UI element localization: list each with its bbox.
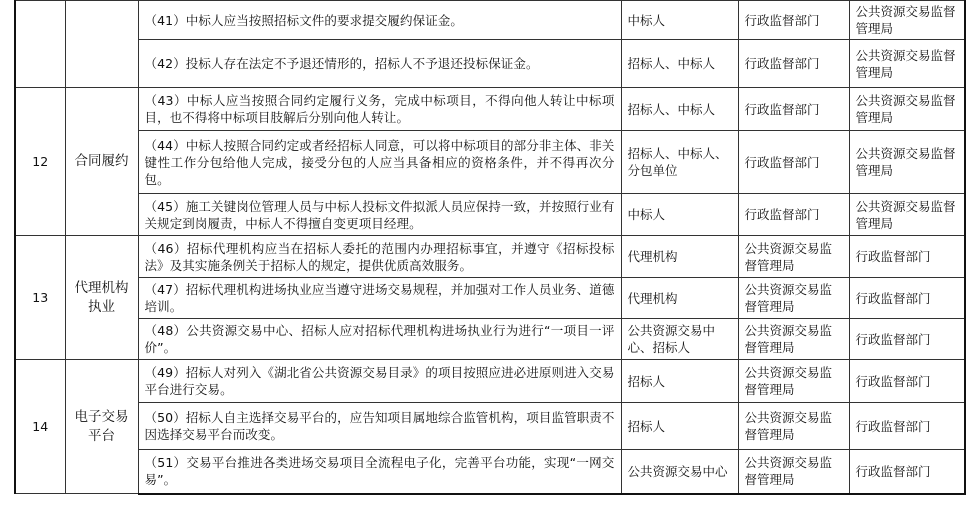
table-row (15, 319, 965, 360)
responsible-subject: 公共资源交易中心、招标人 (621, 319, 738, 360)
responsible-subject: 代理机构 (621, 278, 738, 319)
supervising-department: 行政监督部门 (738, 1, 849, 40)
requirement-text: （41）中标人应当按照招标文件的要求提交履约保证金。 (138, 1, 621, 40)
executing-department: 公共资源交易监督管理局 (849, 131, 965, 194)
table-row (15, 360, 965, 403)
requirement-text: （44）中标人按照合同约定或者经招标人同意，可以将中标项目的部分非主体、非关键性工作分包给他人完成，接受分包的人应当具备相应的资格条件，并不得再次分包。 (138, 131, 621, 194)
supervising-department: 公共资源交易监督管理局 (738, 450, 849, 494)
responsible-subject: 招标人 (621, 403, 738, 450)
requirement-text: （49）招标人对列入《湖北省公共资源交易目录》的项目按照应进必进原则进入交易平台进行交易。 (138, 360, 621, 403)
requirement-text: （47）招标代理机构进场执业应当遵守进场交易规程，并加强对工作人员业务、道德培训。 (138, 278, 621, 319)
table-row (15, 40, 965, 88)
table-row (15, 1, 965, 40)
supervising-department: 公共资源交易监督管理局 (738, 360, 849, 403)
group-number-cell: 12 (15, 88, 65, 236)
responsible-subject: 招标人、中标人、分包单位 (621, 131, 738, 194)
responsible-subject: 招标人、中标人 (621, 40, 738, 88)
requirement-text: （48）公共资源交易中心、招标人应对招标代理机构进场执业行为进行“一项目一评价”。 (138, 319, 621, 360)
responsible-subject: 招标人、中标人 (621, 88, 738, 131)
supervising-department: 公共资源交易监督管理局 (738, 319, 849, 360)
group-name-cell: 合同履约 (65, 88, 138, 236)
supervising-department: 行政监督部门 (738, 194, 849, 236)
requirement-text: （46）招标代理机构应当在招标人委托的范围内办理招标事宜，并遵守《招标投标法》及其实施条例关于招标人的规定，提供优质高效服务。 (138, 236, 621, 278)
supervising-department: 行政监督部门 (738, 131, 849, 194)
responsible-subject: 代理机构 (621, 236, 738, 278)
regulation-table (14, 0, 966, 495)
requirement-text: （50）招标人自主选择交易平台的，应告知项目属地综合监管机构，项目监管职责不因选择交易平台而改变。 (138, 403, 621, 450)
group-name-cell: 代理机构执业 (65, 236, 138, 360)
supervising-department: 公共资源交易监督管理局 (738, 278, 849, 319)
requirement-text: （45）施工关键岗位管理人员与中标人投标文件拟派人员应保持一致，并按照行业有关规定到岗履责，中标人不得擅自变更项目经理。 (138, 194, 621, 236)
requirement-text: （42）投标人存在法定不予退还情形的，招标人不予退还投标保证金。 (138, 40, 621, 88)
table-row (15, 450, 965, 494)
executing-department: 行政监督部门 (849, 403, 965, 450)
executing-department: 公共资源交易监督管理局 (849, 88, 965, 131)
group-number-cell (15, 1, 65, 88)
supervising-department: 公共资源交易监督管理局 (738, 236, 849, 278)
table-row (15, 403, 965, 450)
executing-department: 行政监督部门 (849, 360, 965, 403)
executing-department: 公共资源交易监督管理局 (849, 40, 965, 88)
responsible-subject: 公共资源交易中心 (621, 450, 738, 494)
supervising-department: 行政监督部门 (738, 88, 849, 131)
executing-department: 行政监督部门 (849, 319, 965, 360)
executing-department: 行政监督部门 (849, 278, 965, 319)
requirement-text: （43）中标人应当按照合同约定履行义务，完成中标项目，不得向他人转让中标项目，也不得将中标项目肢解后分别向他人转让。 (138, 88, 621, 131)
group-name-cell: 电子交易平台 (65, 360, 138, 494)
requirement-text: （51）交易平台推进各类进场交易项目全流程电子化，完善平台功能，实现“一网交易”。 (138, 450, 621, 494)
executing-department: 行政监督部门 (849, 450, 965, 494)
supervising-department: 行政监督部门 (738, 40, 849, 88)
group-number-cell: 13 (15, 236, 65, 360)
table-row (15, 88, 965, 131)
table-row (15, 236, 965, 278)
table-row (15, 131, 965, 194)
responsible-subject: 中标人 (621, 1, 738, 40)
executing-department: 公共资源交易监督管理局 (849, 194, 965, 236)
responsible-subject: 招标人 (621, 360, 738, 403)
supervising-department: 公共资源交易监督管理局 (738, 403, 849, 450)
group-name-cell (65, 1, 138, 88)
executing-department: 行政监督部门 (849, 236, 965, 278)
group-number-cell: 14 (15, 360, 65, 494)
table-row (15, 278, 965, 319)
table-row (15, 194, 965, 236)
responsible-subject: 中标人 (621, 194, 738, 236)
executing-department: 公共资源交易监督管理局 (849, 1, 965, 40)
